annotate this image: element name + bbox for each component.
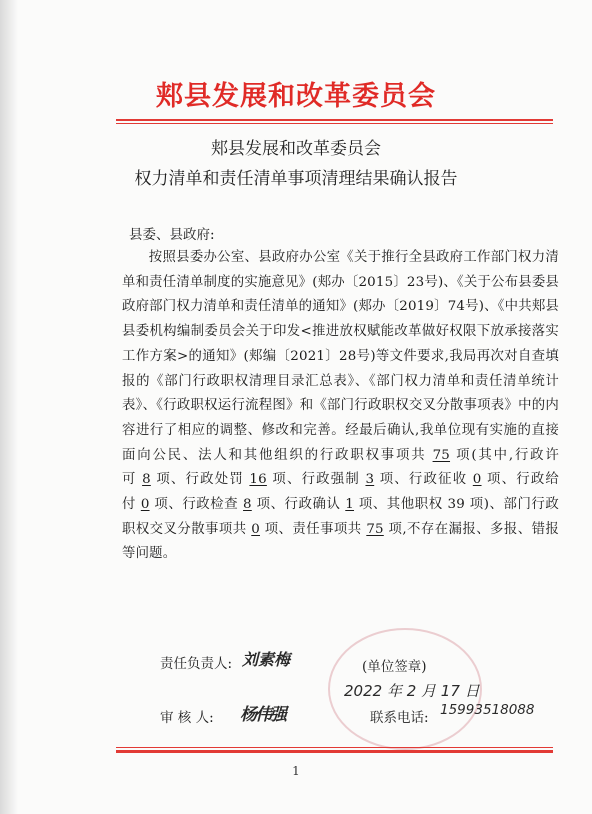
report-body-paragraph bbox=[122, 246, 559, 567]
body-text-segment: 项、行政处罚 bbox=[156, 472, 244, 488]
levy-count: 0 bbox=[472, 472, 482, 488]
unit-seal-label: (单位签章) bbox=[362, 659, 427, 675]
payment-count: 0 bbox=[140, 497, 150, 513]
document-title-line2: 权力清单和责任清单事项清理结果确认报告 bbox=[134, 169, 458, 189]
page-number: 1 bbox=[292, 764, 300, 778]
total-items-count: 75 bbox=[432, 447, 451, 463]
punishment-count: 16 bbox=[249, 472, 267, 488]
document-title-line1: 郏县发展和改革委员会 bbox=[211, 139, 381, 159]
body-text-segment: 项、责任事项共 bbox=[264, 521, 362, 537]
footer-divider-thick bbox=[116, 750, 553, 753]
reviewer-label: 审 核 人: bbox=[160, 710, 214, 726]
body-text-segment: 项,不存在漏报、多报、错报等问题。 bbox=[122, 521, 559, 562]
responsible-person-label: 责任负责人: bbox=[160, 656, 233, 672]
responsibility-count: 75 bbox=[366, 521, 384, 537]
enforcement-count: 3 bbox=[365, 472, 375, 488]
red-header-org-name: 郏县发展和改革委员会 bbox=[156, 81, 436, 112]
body-text-segment: 项(其中,行政许可 bbox=[122, 447, 559, 488]
phone-number: 15993518088 bbox=[440, 702, 535, 718]
permit-count: 8 bbox=[142, 472, 151, 488]
reviewer-signature: 杨伟强 bbox=[240, 705, 285, 725]
header-divider-thin bbox=[116, 123, 553, 124]
body-text-segment: 项、行政征收 bbox=[379, 472, 468, 488]
header-divider-thick bbox=[116, 119, 553, 121]
body-text-segment: 项、其他职权 39 项)、部门行政职权交叉分散事项共 bbox=[122, 497, 559, 537]
body-text-segment: 项、行政强制 bbox=[272, 472, 360, 488]
body-text-segment: 项、行政确认 bbox=[256, 497, 341, 513]
body-text-segment: 按照县委办公室、县政府办公室《关于推行全县政府工作部门权力清单和责任清单制度的实施意见》(郏办〔2015〕23号)、《关于公布县委县政府部门权力清单和责任清单的通知》(郏办〔2019〕74号)、《中共郏县县委机构编制委员会关于印发<推进放权赋能改革做好权限下放承接落实工作方案>的通知》(郏编〔2021〕28号)等文件要求,我局再次对自查填报的《部门行政职权清理目录汇总表》、《部门权力清单和责任清单统计表》、《行政职权运行流程图》和《部门行政职权交叉分散事项表》中的内容进行了相应的调整、修改和完善。经最后确认,我单位现有实施的直接面向公民、法人和其他组织的行政职权事项共 bbox=[122, 250, 560, 463]
confirmation-count: 1 bbox=[345, 497, 355, 513]
body-text-segment: 项、行政给付 bbox=[122, 472, 560, 513]
signing-date: 2022 年 2 月 17 日 bbox=[344, 682, 480, 700]
body-text-segment: 项、行政检查 bbox=[154, 497, 239, 513]
responsible-person-signature: 刘素梅 bbox=[242, 650, 291, 669]
cross-items-count: 0 bbox=[251, 521, 260, 537]
salutation: 县委、县政府: bbox=[129, 227, 215, 243]
phone-label: 联系电话: bbox=[370, 710, 429, 726]
inspection-count: 8 bbox=[243, 497, 252, 513]
footer-divider-thin bbox=[116, 747, 553, 748]
